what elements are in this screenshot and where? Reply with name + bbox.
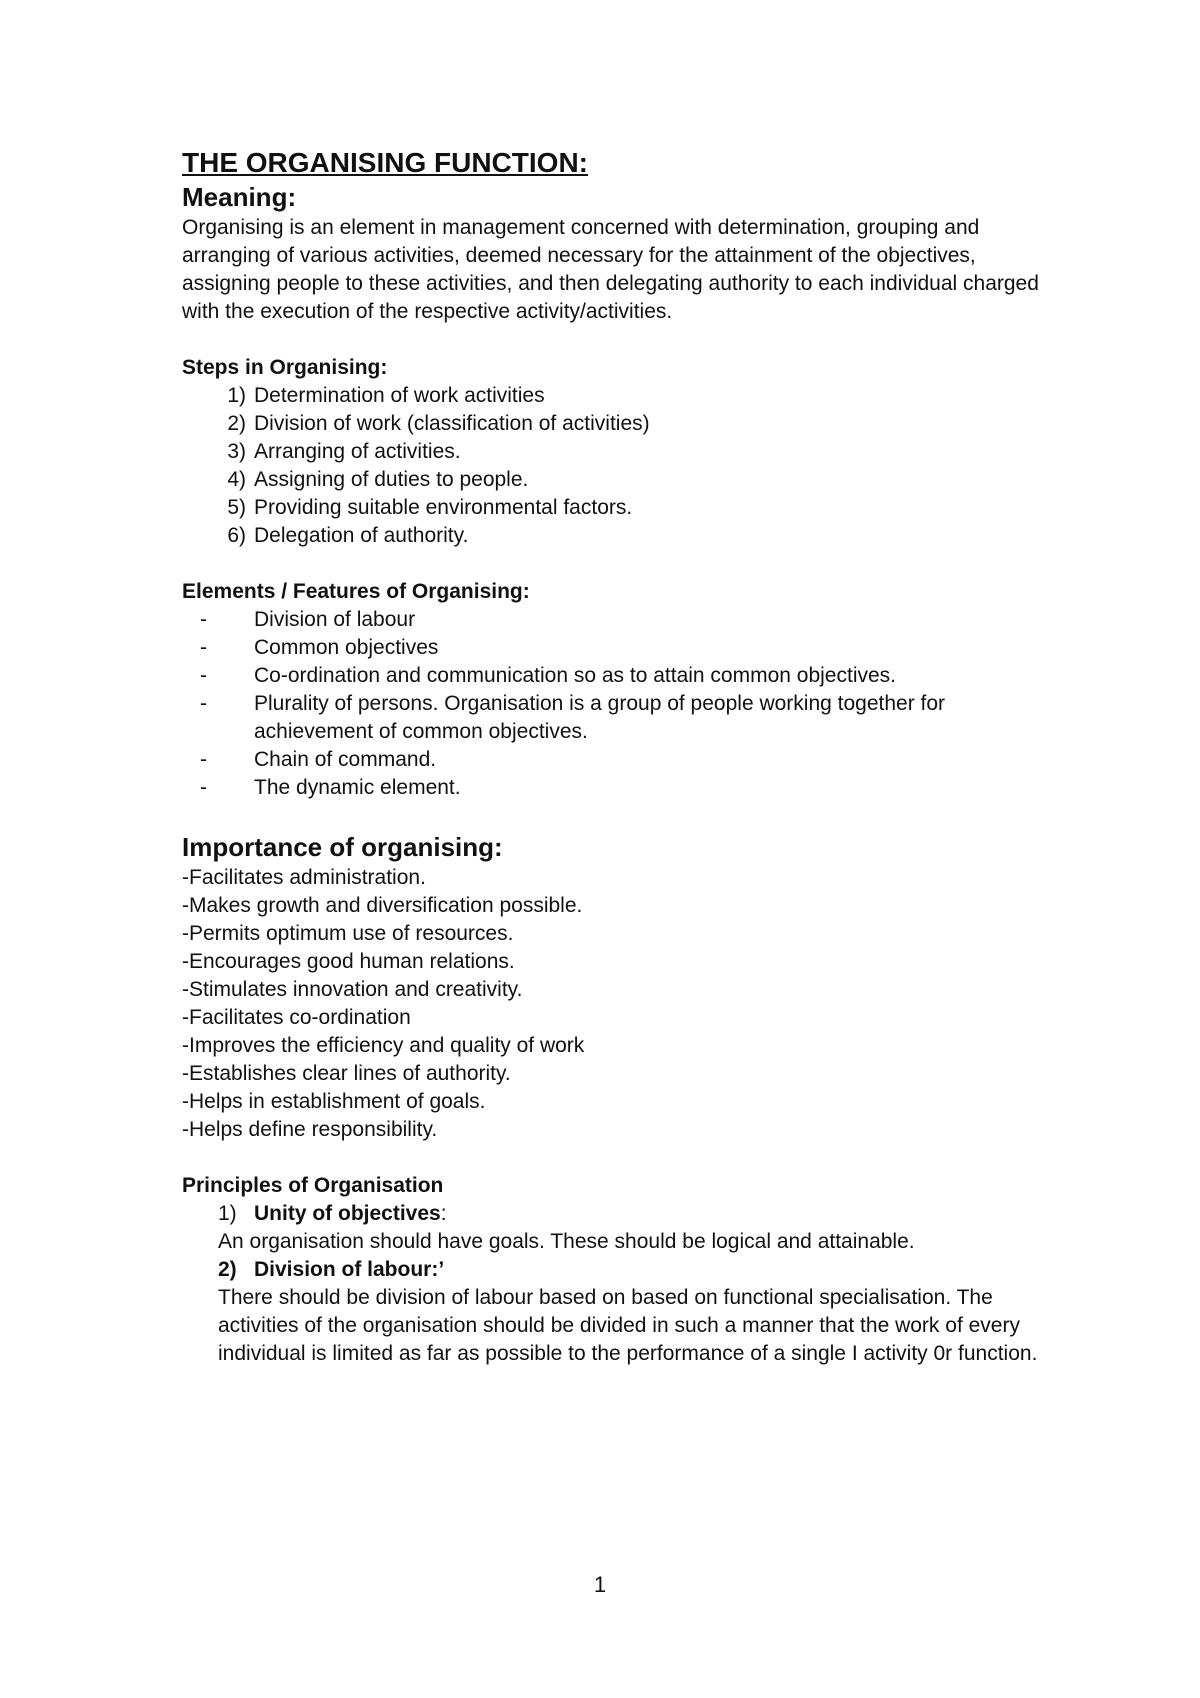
list-item: -Establishes clear lines of authority. <box>182 1062 511 1085</box>
list-item: -Encourages good human relations. <box>182 950 515 973</box>
elements-list <box>182 606 1042 802</box>
list-text: Assigning of duties to people. <box>254 468 529 491</box>
steps-list <box>182 382 1042 550</box>
list-item <box>182 662 1042 690</box>
principle-title: Unity of objectives <box>254 1202 441 1225</box>
list-number: 1) <box>227 384 246 407</box>
list-text: Plurality of persons. Organisation is a group of people working together for achievement of common objectives. <box>254 692 946 743</box>
list-text: Co-ordination and communication so as to attain common objectives. <box>254 664 896 687</box>
list-item <box>182 382 1042 410</box>
list-item: -Helps in establishment of goals. <box>182 1090 486 1113</box>
list-item: -Facilitates administration. <box>182 866 426 889</box>
list-text: Division of work (classification of activities) <box>254 412 650 435</box>
principle-header <box>218 1256 1042 1284</box>
steps-heading: Steps in Organising: <box>182 356 388 379</box>
elements-heading: Elements / Features of Organising: <box>182 580 530 603</box>
principle-header <box>218 1200 1042 1228</box>
principle-item <box>218 1256 1042 1368</box>
list-text: Delegation of authority. <box>254 524 469 547</box>
list-number: 4) <box>227 468 246 491</box>
list-bullet: - <box>200 692 207 715</box>
list-item: -Improves the efficiency and quality of work <box>182 1034 585 1057</box>
list-item: -Helps define responsibility. <box>182 1118 438 1141</box>
list-item <box>182 438 1042 466</box>
principles-heading: Principles of Organisation <box>182 1174 444 1197</box>
list-item <box>182 410 1042 438</box>
list-item <box>182 746 1042 774</box>
document-title: THE ORGANISING FUNCTION: <box>182 147 588 178</box>
list-item: -Facilitates co-ordination <box>182 1006 411 1029</box>
list-number: 6) <box>227 524 246 547</box>
principle-title: Division of labour:’ <box>254 1258 445 1281</box>
list-bullet: - <box>200 608 207 631</box>
list-bullet: - <box>200 664 207 687</box>
list-item: -Permits optimum use of resources. <box>182 922 514 945</box>
list-item: -Stimulates innovation and creativity. <box>182 978 523 1001</box>
page-content <box>182 146 1042 1368</box>
list-item <box>182 522 1042 550</box>
list-text: Chain of command. <box>254 748 437 771</box>
list-text: The dynamic element. <box>254 776 461 799</box>
list-text: Arranging of activities. <box>254 440 461 463</box>
list-number: 5) <box>227 496 246 519</box>
list-item <box>182 690 1042 746</box>
principle-title-suffix: : <box>440 1202 447 1225</box>
list-item: -Makes growth and diversification possible. <box>182 894 583 917</box>
list-bullet: - <box>200 776 207 799</box>
importance-heading: Importance of organising: <box>182 832 503 862</box>
principle-number: 2) <box>218 1258 237 1281</box>
importance-list <box>182 864 1042 1144</box>
meaning-heading: Meaning: <box>182 182 297 212</box>
principle-text: There should be division of labour based on based on functional specialisation. The activities of the organisation should be divided in such a manner that the work of every individual is limited as far as possible to the performance of a single I activity 0r function. <box>218 1286 1038 1365</box>
principle-text: An organisation should have goals. These should be logical and attainable. <box>218 1230 915 1253</box>
list-item <box>182 466 1042 494</box>
list-item <box>182 774 1042 802</box>
list-text: Division of labour <box>254 608 416 631</box>
list-item <box>182 494 1042 522</box>
list-bullet: - <box>200 636 207 659</box>
list-text: Determination of work activities <box>254 384 545 407</box>
principle-item <box>218 1200 1042 1256</box>
list-text: Common objectives <box>254 636 439 659</box>
principle-number: 1) <box>218 1202 237 1225</box>
meaning-paragraph: Organising is an element in management concerned with determination, grouping and arranging of various activities, deemed necessary for the attainment of the objectives, assigning people to these activities, and then delegating authority to each individual charged with the execution of the respective activity/activities. <box>182 216 1039 323</box>
list-number: 2) <box>227 412 246 435</box>
page-number: 1 <box>593 1572 607 1597</box>
list-item <box>182 606 1042 634</box>
list-text: Providing suitable environmental factors. <box>254 496 633 519</box>
list-bullet: - <box>200 748 207 771</box>
list-number: 3) <box>227 440 246 463</box>
list-item <box>182 634 1042 662</box>
